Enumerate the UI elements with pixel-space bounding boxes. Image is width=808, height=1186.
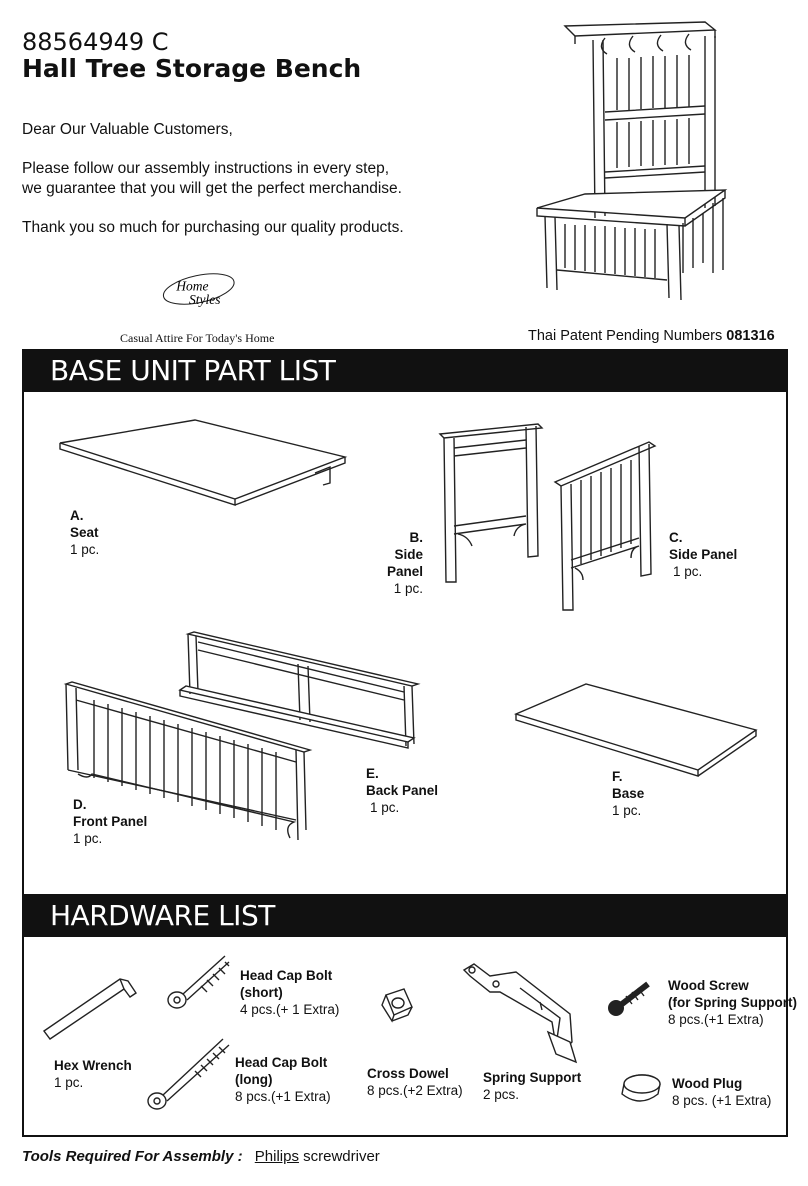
part-c-qty: 1 pc.: [673, 564, 703, 579]
hex-wrench-qty: 1 pc.: [54, 1075, 84, 1090]
spring-support-qty: 2 pcs.: [483, 1087, 520, 1102]
spring-support-label: [483, 1069, 581, 1103]
part-a-letter: A.: [70, 508, 84, 523]
cross-dowel-icon: [378, 985, 418, 1025]
brand-tagline: Casual Attire For Today's Home: [120, 331, 275, 345]
part-f-qty: 1 pc.: [612, 803, 642, 818]
base-unit-heading: BASE UNIT PART LIST: [50, 354, 336, 387]
tools-label: Tools Required For Assembly :: [22, 1148, 243, 1165]
part-f-name: Base: [612, 786, 645, 801]
tools-required: [22, 1148, 380, 1165]
wood-screw-name-1: Wood Screw: [668, 978, 749, 993]
part-e-letter: E.: [366, 766, 379, 781]
hex-wrench-name: Hex Wrench: [54, 1058, 132, 1073]
part-b-side-panel-drawing: [438, 422, 548, 592]
bolt-long-qty: 8 pcs.(+1 Extra): [235, 1089, 331, 1104]
part-a-name: Seat: [70, 525, 99, 540]
part-e-name: Back Panel: [366, 783, 439, 798]
patent-notice: [528, 328, 775, 344]
cross-dowel-qty: 8 pcs.(+2 Extra): [367, 1083, 463, 1098]
hall-tree-illustration: [525, 18, 730, 298]
part-c-name: Side Panel: [669, 547, 738, 562]
product-title: Hall Tree Storage Bench: [22, 54, 362, 83]
model-number: 88564949 C: [22, 28, 169, 56]
base-unit-heading-band: [22, 349, 788, 392]
wood-screw-icon: [604, 978, 654, 1020]
head-cap-bolt-short-label: [240, 967, 339, 1018]
part-b-letter: B.: [409, 530, 423, 545]
home-styles-logo: [120, 268, 300, 328]
tool-philips: Philips: [254, 1148, 299, 1165]
part-c-letter: C.: [669, 530, 683, 545]
part-d-qty: 1 pc.: [73, 831, 103, 846]
wood-screw-qty: 8 pcs.(+1 Extra): [668, 1012, 764, 1027]
wood-plug-qty: 8 pcs. (+1 Extra): [672, 1093, 772, 1108]
hardware-heading-band: [22, 894, 788, 937]
hardware-heading: HARDWARE LIST: [50, 899, 275, 932]
bolt-short-name-2: (short): [240, 985, 283, 1000]
bolt-short-name-1: Head Cap Bolt: [240, 968, 333, 983]
part-d-label: [73, 796, 147, 847]
part-f-base-drawing: [512, 680, 762, 780]
hex-wrench-label: [54, 1057, 132, 1091]
head-cap-bolt-short-icon: [165, 950, 235, 1015]
bolt-short-qty: 4 pcs.(+ 1 Extra): [240, 1002, 340, 1017]
part-b-name: Side Panel: [386, 547, 423, 579]
patent-label: Thai Patent Pending Numbers: [528, 328, 723, 344]
customer-letter: [22, 120, 404, 257]
letter-line-2: we guarantee that you will get the perfect merchandise.: [22, 180, 402, 197]
wood-screw-label: [668, 977, 797, 1028]
wood-screw-name-2: (for Spring Support): [668, 995, 797, 1010]
letter-line-1: Please follow our assembly instructions in every step,: [22, 160, 389, 177]
bolt-long-name-1: Head Cap Bolt: [235, 1055, 328, 1070]
part-f-label: [612, 768, 644, 819]
part-e-back-panel-drawing: [178, 630, 423, 760]
part-a-label: [70, 507, 99, 558]
cross-dowel-label: [367, 1065, 463, 1099]
letter-greeting: Dear Our Valuable Customers,: [22, 121, 233, 138]
logo-styles: Styles: [189, 292, 221, 307]
letter-thanks: Thank you so much for purchasing our quality products.: [22, 219, 404, 236]
part-d-name: Front Panel: [73, 814, 148, 829]
logo-home: Home: [176, 278, 209, 294]
bolt-long-name-2: (long): [235, 1072, 273, 1087]
spring-support-icon: [460, 962, 590, 1072]
part-c-side-panel-drawing: [553, 434, 663, 616]
part-e-label: [366, 765, 438, 816]
wood-plug-label: [672, 1075, 771, 1109]
wood-plug-name: Wood Plug: [672, 1076, 743, 1091]
part-a-seat-drawing: [55, 415, 355, 510]
part-c-label: [669, 529, 737, 580]
wood-plug-icon: [616, 1072, 664, 1108]
tool-screwdriver: screwdriver: [303, 1148, 380, 1165]
part-a-qty: 1 pc.: [70, 542, 100, 557]
patent-number: 081316: [726, 328, 775, 344]
hex-wrench-icon: [40, 975, 140, 1045]
cross-dowel-name: Cross Dowel: [367, 1066, 449, 1081]
part-b-qty: 1 pc.: [393, 581, 423, 596]
part-f-letter: F.: [612, 769, 623, 784]
head-cap-bolt-long-icon: [145, 1035, 235, 1115]
part-d-letter: D.: [73, 797, 87, 812]
spring-support-name: Spring Support: [483, 1070, 582, 1085]
head-cap-bolt-long-label: [235, 1054, 331, 1105]
part-e-qty: 1 pc.: [370, 800, 400, 815]
part-b-label: [355, 529, 423, 597]
